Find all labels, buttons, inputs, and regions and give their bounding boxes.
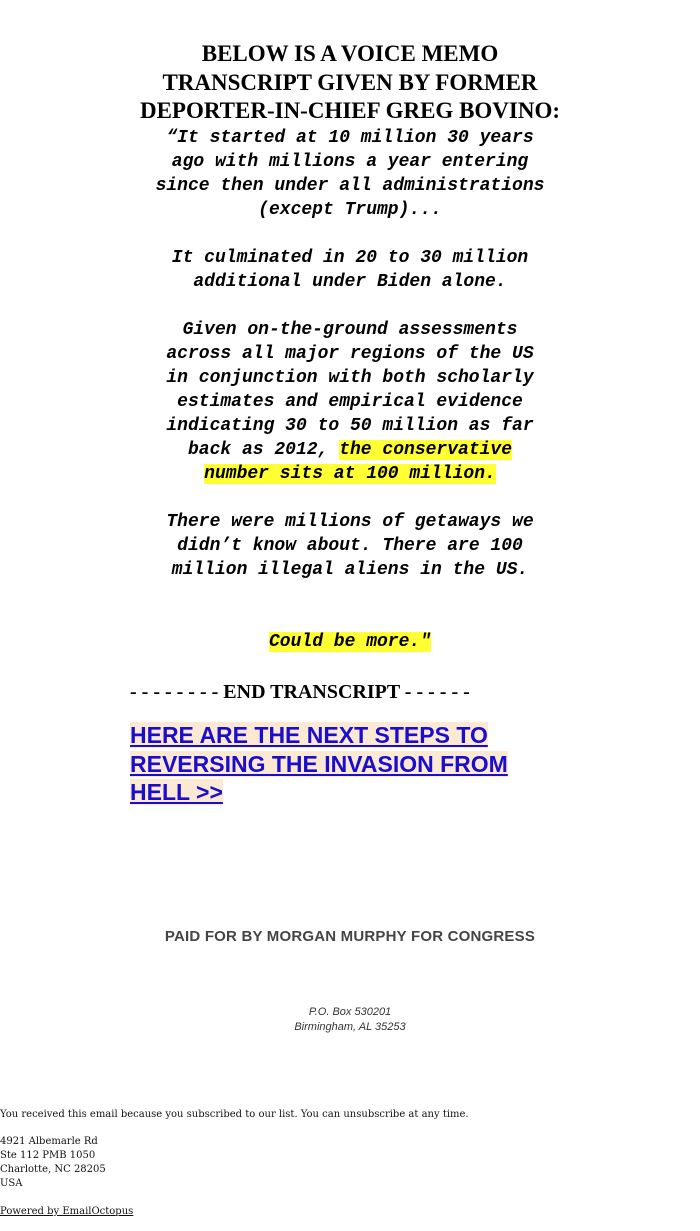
footer-address [0, 1135, 106, 1191]
address-line: Ste 112 PMB 1050 [0, 1150, 96, 1161]
memo-line: estimates and empirical evidence [177, 392, 523, 412]
memo-line: Given on-the-ground assessments [182, 320, 518, 340]
highlighted-text: the conservative [339, 440, 513, 460]
cta-line: HELL >> [130, 779, 223, 805]
headline-line: DEPORTER-IN-CHIEF GREG BOVINO: [139, 98, 561, 123]
cta-line: REVERSING THE INVASION FROM [130, 750, 508, 777]
po-box-address [0, 1005, 700, 1035]
address-line: Birmingham, AL 35253 [294, 1021, 406, 1033]
highlighted-text: number sits at 100 million. [204, 464, 496, 484]
address-line: Charlotte, NC 28205 [0, 1164, 106, 1175]
cta-line: HERE ARE THE NEXT STEPS TO [130, 722, 488, 748]
memo-line: (except Trump)... [258, 200, 442, 220]
memo-text: back as 2012, [187, 440, 340, 460]
memo-paragraph-4 [100, 510, 600, 582]
address-line: P.O. Box 530201 [308, 1006, 392, 1018]
memo-line: in conjunction with both scholarly [166, 368, 534, 388]
memo-paragraph-5 [100, 630, 600, 654]
memo-line: indicating 30 to 50 million as far [166, 416, 534, 436]
subscription-notice: You received this email because you subscribed to our list. You can unsubscribe at any time. [0, 1109, 469, 1120]
memo-paragraph-1 [100, 126, 600, 222]
memo-line [100, 462, 600, 486]
memo-line: additional under Biden alone. [193, 272, 507, 292]
memo-line [100, 438, 600, 462]
memo-line: million illegal aliens in the US. [171, 560, 529, 580]
memo-line: There were millions of getaways we [166, 512, 534, 532]
memo-paragraph-2 [100, 246, 600, 294]
memo-line: across all major regions of the US [166, 344, 534, 364]
address-line: 4921 Albemarle Rd [0, 1136, 98, 1147]
address-line: USA [0, 1178, 23, 1189]
memo-line: since then under all administrations [155, 176, 545, 196]
memo-line: didn’t know about. There are 100 [177, 536, 523, 556]
headline-line: BELOW IS A VOICE MEMO [201, 41, 499, 66]
paid-for-disclaimer: PAID FOR BY MORGAN MURPHY FOR CONGRESS [164, 928, 536, 945]
next-steps-link[interactable] [130, 721, 550, 807]
memo-line: “It started at 10 million 30 years [166, 128, 534, 148]
headline [100, 40, 600, 126]
end-transcript-divider: - - - - - - - - END TRANSCRIPT - - - - - - [130, 681, 470, 703]
memo-line: It culminated in 20 to 30 million [171, 248, 529, 268]
memo-paragraph-3 [100, 318, 600, 486]
highlighted-text: Could be more." [268, 632, 432, 652]
powered-by-emailoctopus-link[interactable]: Powered by EmailOctopus [0, 1206, 134, 1217]
headline-line: TRANSCRIPT GIVEN BY FORMER [162, 69, 538, 95]
memo-line: ago with millions a year entering [171, 152, 529, 172]
